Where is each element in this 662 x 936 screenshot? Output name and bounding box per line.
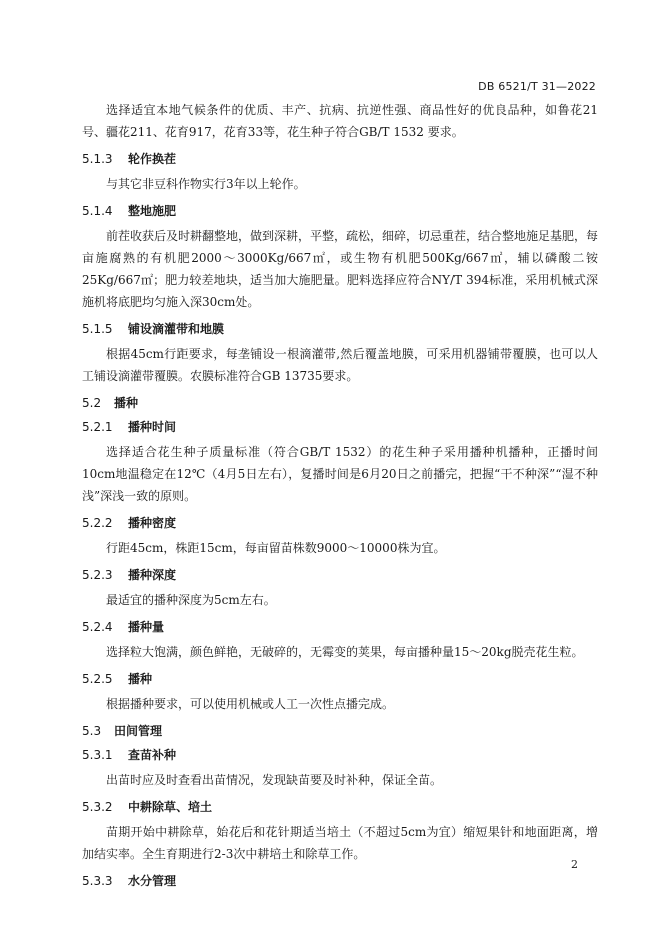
body-paragraph: 选择粒大饱满，颜色鲜艳，无破碎的，无霉变的荚果，每亩播种量15～20kg脱壳花生粒。	[106, 645, 584, 659]
body-paragraph: 选择适合花生种子质量标准（符合GB/T 1532）的花生种子采用播种机播种，正播时间10cm地温稳定在12℃（4月5日左右），复播时间是6月20日之前播完，把握“干不种深”“湿不种浅”深浅一致的原则。	[82, 445, 598, 503]
heading-title: 播种时间	[128, 420, 177, 434]
section-heading	[82, 393, 598, 413]
heading-number: 5.3.3	[82, 874, 113, 888]
subsection-heading	[82, 669, 598, 689]
heading-number: 5.2.5	[82, 672, 113, 686]
body-paragraph: 选择适宜本地气候条件的优质、丰产、抗病、抗逆性强、商品性好的优良品种，如鲁花21号、疆花211、花育917，花育33等，花生种子符合GB/T 1532 要求。	[82, 103, 598, 139]
heading-number: 5.2.2	[82, 516, 113, 530]
heading-title: 田间管理	[114, 724, 163, 738]
subsection-heading	[82, 513, 598, 533]
heading-title: 中耕除草、培土	[128, 800, 213, 814]
subsection-heading	[82, 745, 598, 765]
heading-title: 查苗补种	[128, 748, 177, 762]
heading-title: 播种密度	[128, 516, 177, 530]
section-heading	[82, 721, 598, 741]
heading-number: 5.3.2	[82, 800, 113, 814]
heading-title: 轮作换茬	[128, 152, 177, 166]
heading-number: 5.1.4	[82, 204, 113, 218]
heading-title: 播种	[128, 672, 153, 686]
body-paragraph: 最适宜的播种深度为5cm左右。	[106, 593, 276, 607]
heading-number: 5.2.4	[82, 620, 113, 634]
body-paragraph: 苗期开始中耕除草，始花后和花针期适当培土（不超过5cm为宜）缩短果针和地面距离，增加结实率。全生育期进行2-3次中耕培土和除草工作。	[82, 825, 598, 861]
subsection-heading	[82, 871, 598, 891]
document-code: DB 6521/T 31—2022	[478, 80, 596, 93]
heading-title: 播种	[114, 396, 139, 410]
heading-title: 铺设滴灌带和地膜	[128, 322, 225, 336]
subsection-heading	[82, 201, 598, 221]
subsection-heading	[82, 149, 598, 169]
subsection-heading	[82, 797, 598, 817]
heading-title: 整地施肥	[128, 204, 177, 218]
heading-number: 5.3	[82, 724, 102, 738]
heading-number: 5.1.5	[82, 322, 113, 336]
body-paragraph: 与其它非豆科作物实行3年以上轮作。	[106, 177, 306, 191]
heading-title: 播种深度	[128, 568, 177, 582]
body-paragraph: 行距45cm，株距15cm，每亩留苗株数9000～10000株为宜。	[106, 541, 446, 555]
body-paragraph: 出苗时应及时查看出苗情况，发现缺苗要及时补种，保证全苗。	[106, 773, 443, 787]
heading-number: 5.2.1	[82, 420, 113, 434]
subsection-heading	[82, 617, 598, 637]
subsection-heading	[82, 417, 598, 437]
body-paragraph: 前茬收获后及时耕翻整地，做到深耕，平整，疏松，细碎，切忌重茬，结合整地施足基肥，每亩施腐熟的有机肥2000～3000Kg/667㎡，或生物有机肥500Kg/667㎡，辅以磷酸二铵25Kg/667㎡；肥力较差地块，适当加大施肥量。肥料选择应符合NY/T 394标准，采用机械式深施机将底肥均匀施入深30cm处。	[82, 229, 599, 309]
heading-title: 水分管理	[128, 874, 177, 888]
heading-number: 5.3.1	[82, 748, 113, 762]
subsection-heading	[82, 319, 598, 339]
body-paragraph: 根据45cm行距要求，每垄铺设一根滴灌带,然后覆盖地膜，可采用机器铺带覆膜，也可以人工铺设滴灌带覆膜。农膜标准符合GB 13735要求。	[82, 347, 598, 383]
heading-number: 5.1.3	[82, 152, 113, 166]
page-number: 2	[571, 858, 578, 871]
heading-number: 5.2	[82, 396, 102, 410]
body-paragraph: 根据播种要求，可以使用机械或人工一次性点播完成。	[106, 697, 395, 711]
heading-number: 5.2.3	[82, 568, 113, 582]
subsection-heading	[82, 565, 598, 585]
document-body	[82, 99, 598, 895]
heading-title: 播种量	[128, 620, 165, 634]
